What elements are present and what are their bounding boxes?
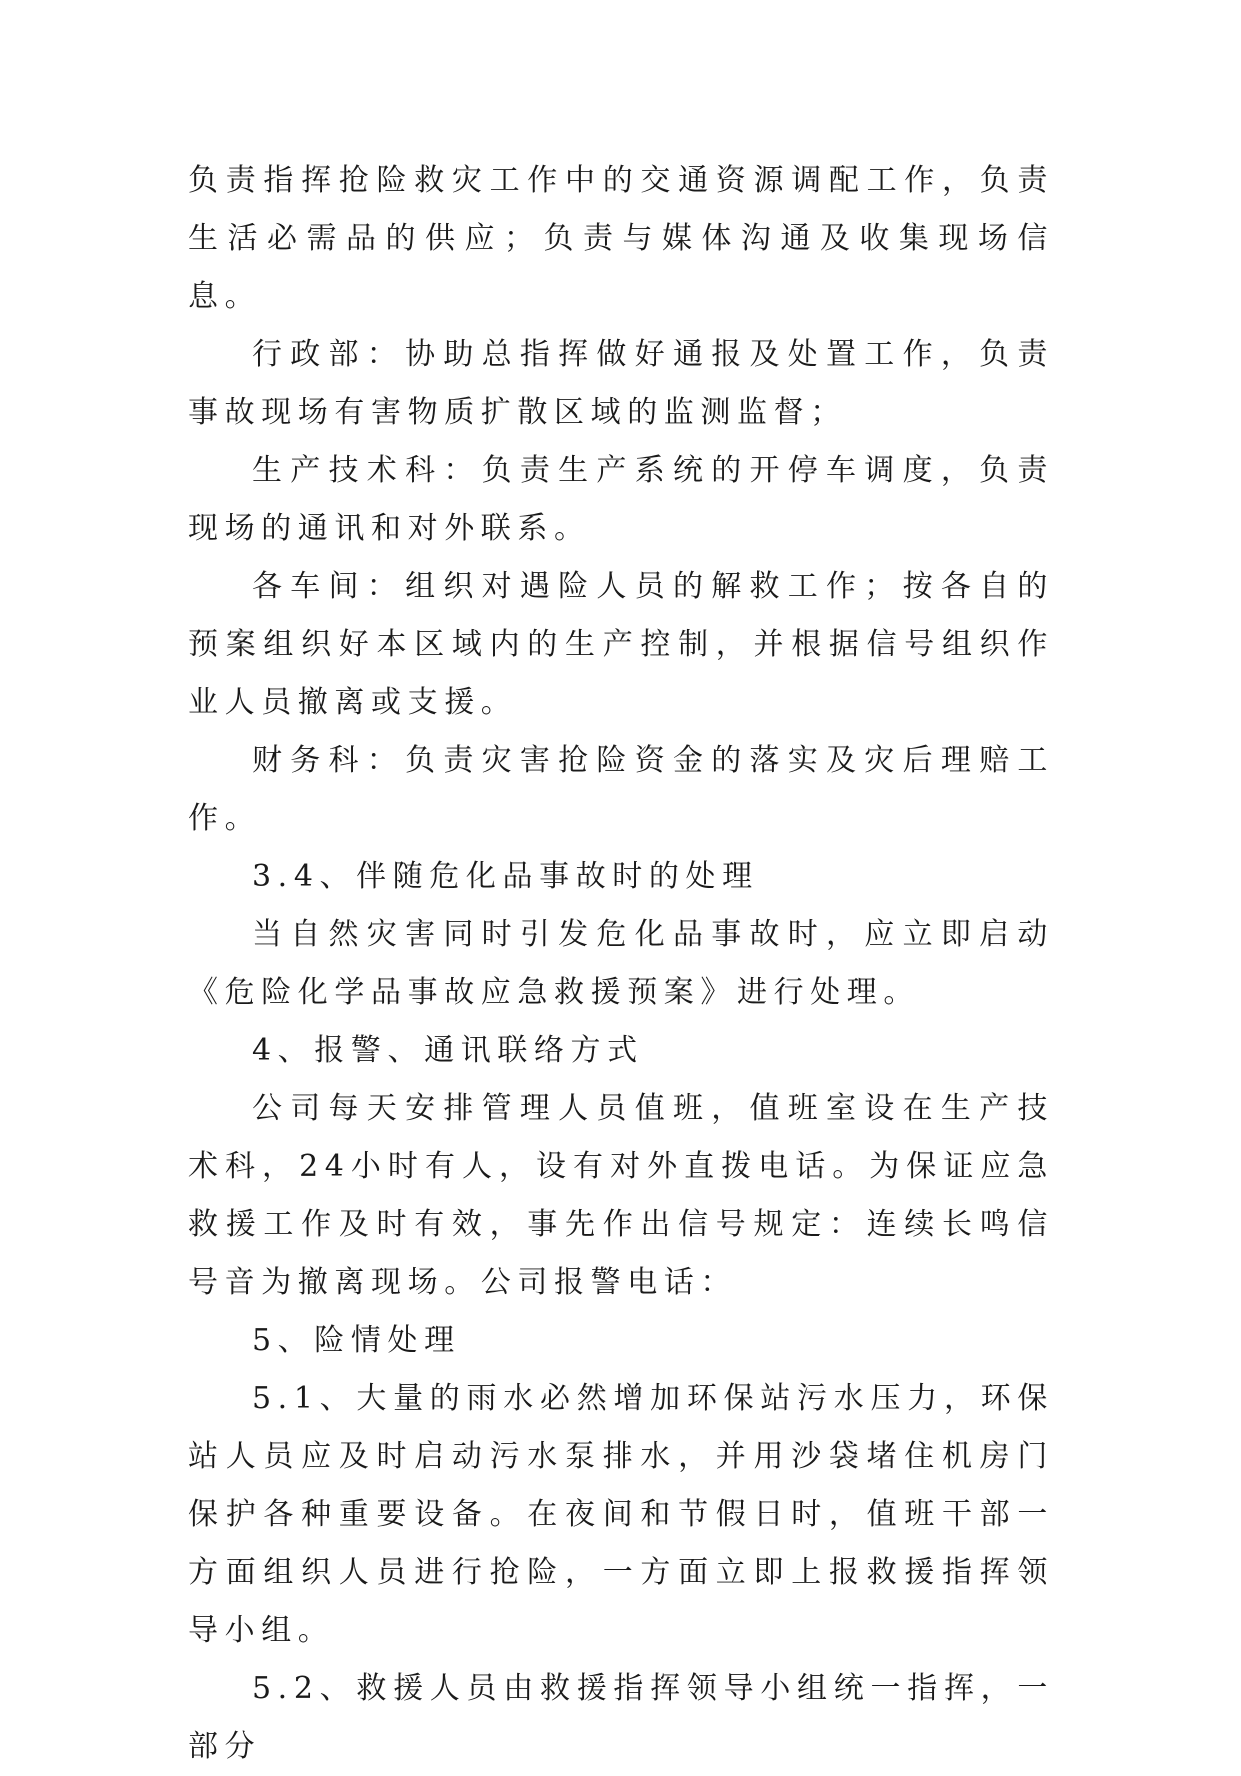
paragraph-workshops: 各车间：组织对遇险人员的解救工作；按各自的预案组织好本区域内的生产控制，并根据信号组织作业人员撤离或支援。: [188, 569, 1054, 720]
section-heading-3-4: 3.4、伴随危化品事故时的处理: [252, 859, 759, 894]
paragraph-production-tech: 生产技术科：负责生产系统的开停车调度，负责现场的通讯和对外联系。: [188, 453, 1054, 546]
paragraph-5-1: 5.1、大量的雨水必然增加环保站污水压力，环保站人员应及时启动污水泵排水，并用沙袋堵住机房门保护各种重要设备。在夜间和节假日时，值班干部一方面组织人员进行抢险，一方面立即上报救援指挥领导小组。: [188, 1381, 1054, 1648]
paragraph-hazmat: 当自然灾害同时引发危化品事故时，应立即启动《危险化学品事故应急救援预案》进行处理。: [188, 917, 1054, 1010]
paragraph-duty: 公司每天安排管理人员值班，值班室设在生产技术科，24小时有人，设有对外直拨电话。为保证应急救援工作及时有效，事先作出信号规定：连续长鸣信号音为撤离现场。公司报警电话：: [188, 1091, 1054, 1300]
paragraph-5-2: 5.2、救援人员由救援指挥领导小组统一指挥，一部分: [188, 1671, 1054, 1764]
section-heading-5: 5、险情处理: [252, 1323, 461, 1358]
paragraph-admin-dept: 行政部：协助总指挥做好通报及处置工作，负责事故现场有害物质扩散区域的监测监督；: [188, 337, 1054, 430]
paragraph-continuation: 负责指挥抢险救灾工作中的交通资源调配工作，负责生活必需品的供应；负责与媒体沟通及收集现场信息。: [188, 163, 1054, 314]
paragraph-finance: 财务科：负责灾害抢险资金的落实及灾后理赔工作。: [188, 743, 1054, 836]
section-heading-4: 4、报警、通讯联络方式: [252, 1033, 644, 1068]
document-body: [188, 152, 1054, 1776]
